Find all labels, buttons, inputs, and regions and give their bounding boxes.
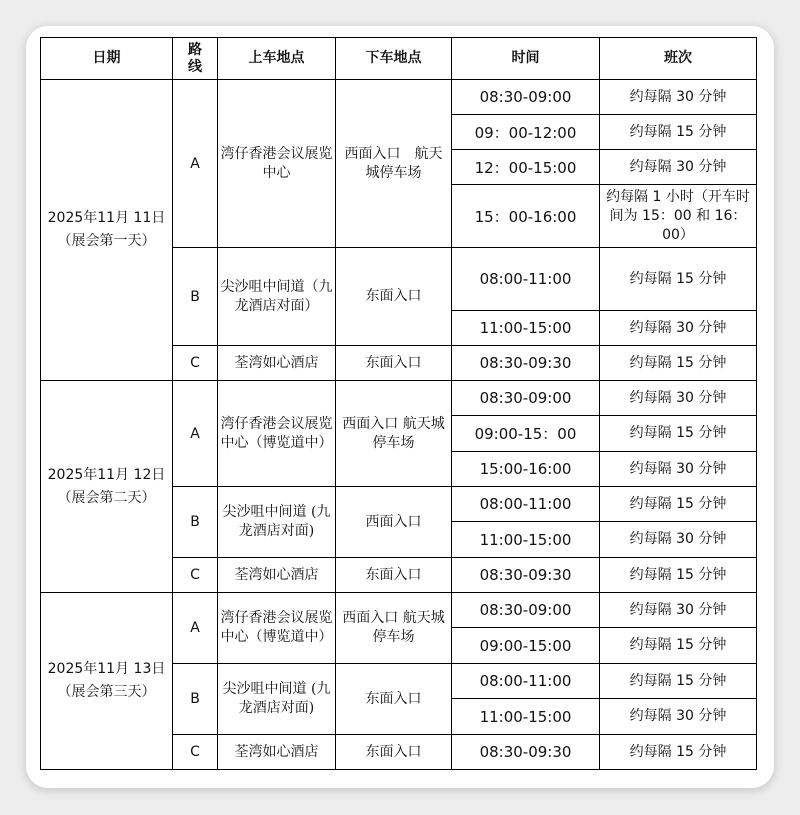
frequency-cell: 约每隔 15 分钟 bbox=[600, 487, 757, 522]
time-cell: 15:00-16:00 bbox=[452, 452, 600, 487]
dropoff-cell: 东面入口 bbox=[336, 248, 452, 346]
dropoff-cell: 东面入口 bbox=[336, 664, 452, 735]
time-cell: 08:30-09:00 bbox=[452, 381, 600, 416]
header-row bbox=[41, 38, 757, 80]
table-row bbox=[41, 381, 757, 416]
dropoff-cell: 东面入口 bbox=[336, 558, 452, 593]
dropoff-cell: 西面入口 航天城停车场 bbox=[336, 80, 452, 248]
time-cell: 15：00-16:00 bbox=[452, 185, 600, 248]
shuttle-schedule-table bbox=[40, 37, 757, 770]
time-cell: 08:00-11:00 bbox=[452, 664, 600, 699]
pickup-cell: 荃湾如心酒店 bbox=[218, 558, 336, 593]
table-row bbox=[41, 593, 757, 628]
route-cell: A bbox=[173, 80, 218, 248]
schedule-body bbox=[41, 80, 757, 770]
dropoff-cell: 西面入口 bbox=[336, 487, 452, 558]
frequency-cell: 约每隔 15 分钟 bbox=[600, 735, 757, 770]
frequency-cell: 约每隔 15 分钟 bbox=[600, 248, 757, 311]
time-cell: 08:30-09:00 bbox=[452, 80, 600, 115]
frequency-cell: 约每隔 15 分钟 bbox=[600, 346, 757, 381]
frequency-cell: 约每隔 15 分钟 bbox=[600, 115, 757, 150]
header-frequency: 班次 bbox=[600, 38, 757, 80]
header-route: 路线 bbox=[173, 38, 218, 80]
header-dropoff: 下车地点 bbox=[336, 38, 452, 80]
pickup-cell: 湾仔香港会议展览中心（博览道中） bbox=[218, 593, 336, 664]
pickup-cell: 尖沙咀中间道 (九龙酒店对面) bbox=[218, 664, 336, 735]
route-cell: C bbox=[173, 735, 218, 770]
date-cell: 2025年11月 11日 （展会第一天） bbox=[41, 80, 173, 381]
time-cell: 11:00-15:00 bbox=[452, 522, 600, 558]
date-cell: 2025年11月 12日 （展会第二天） bbox=[41, 381, 173, 593]
frequency-cell: 约每隔 30 分钟 bbox=[600, 80, 757, 115]
frequency-cell: 约每隔 30 分钟 bbox=[600, 522, 757, 558]
frequency-cell: 约每隔 15 分钟 bbox=[600, 558, 757, 593]
frequency-cell: 约每隔 15 分钟 bbox=[600, 664, 757, 699]
route-cell: B bbox=[173, 248, 218, 346]
dropoff-cell: 西面入口 航天城停车场 bbox=[336, 593, 452, 664]
pickup-cell: 尖沙咀中间道（九龙酒店对面） bbox=[218, 248, 336, 346]
time-cell: 09:00-15：00 bbox=[452, 416, 600, 452]
time-cell: 08:00-11:00 bbox=[452, 487, 600, 522]
header-date: 日期 bbox=[41, 38, 173, 80]
route-cell: C bbox=[173, 346, 218, 381]
frequency-cell: 约每隔 15 分钟 bbox=[600, 416, 757, 452]
frequency-cell: 约每隔 30 分钟 bbox=[600, 150, 757, 185]
time-cell: 11:00-15:00 bbox=[452, 699, 600, 735]
frequency-cell: 约每隔 30 分钟 bbox=[600, 699, 757, 735]
frequency-cell: 约每隔 30 分钟 bbox=[600, 311, 757, 346]
route-cell: A bbox=[173, 381, 218, 487]
frequency-cell: 约每隔 30 分钟 bbox=[600, 381, 757, 416]
route-cell: B bbox=[173, 664, 218, 735]
time-cell: 08:30-09:30 bbox=[452, 346, 600, 381]
pickup-cell: 尖沙咀中间道 (九龙酒店对面) bbox=[218, 487, 336, 558]
header-time: 时间 bbox=[452, 38, 600, 80]
dropoff-cell: 西面入口 航天城停车场 bbox=[336, 381, 452, 487]
route-cell: B bbox=[173, 487, 218, 558]
time-cell: 11:00-15:00 bbox=[452, 311, 600, 346]
pickup-cell: 湾仔香港会议展览中心（博览道中） bbox=[218, 381, 336, 487]
header-pickup: 上车地点 bbox=[218, 38, 336, 80]
route-cell: A bbox=[173, 593, 218, 664]
pickup-cell: 荃湾如心酒店 bbox=[218, 735, 336, 770]
frequency-cell: 约每隔 15 分钟 bbox=[600, 628, 757, 664]
frequency-cell: 约每隔 30 分钟 bbox=[600, 452, 757, 487]
pickup-cell: 荃湾如心酒店 bbox=[218, 346, 336, 381]
time-cell: 09：00-12:00 bbox=[452, 115, 600, 150]
time-cell: 12：00-15:00 bbox=[452, 150, 600, 185]
date-cell: 2025年11月 13日 （展会第三天） bbox=[41, 593, 173, 770]
time-cell: 08:00-11:00 bbox=[452, 248, 600, 311]
pickup-cell: 湾仔香港会议展览中心 bbox=[218, 80, 336, 248]
dropoff-cell: 东面入口 bbox=[336, 735, 452, 770]
frequency-cell: 约每隔 30 分钟 bbox=[600, 593, 757, 628]
frequency-cell: 约每隔 1 小时（开车时间为 15：00 和 16：00） bbox=[600, 185, 757, 248]
route-cell: C bbox=[173, 558, 218, 593]
time-cell: 08:30-09:30 bbox=[452, 558, 600, 593]
dropoff-cell: 东面入口 bbox=[336, 346, 452, 381]
table-row bbox=[41, 80, 757, 115]
time-cell: 09:00-15:00 bbox=[452, 628, 600, 664]
time-cell: 08:30-09:00 bbox=[452, 593, 600, 628]
time-cell: 08:30-09:30 bbox=[452, 735, 600, 770]
